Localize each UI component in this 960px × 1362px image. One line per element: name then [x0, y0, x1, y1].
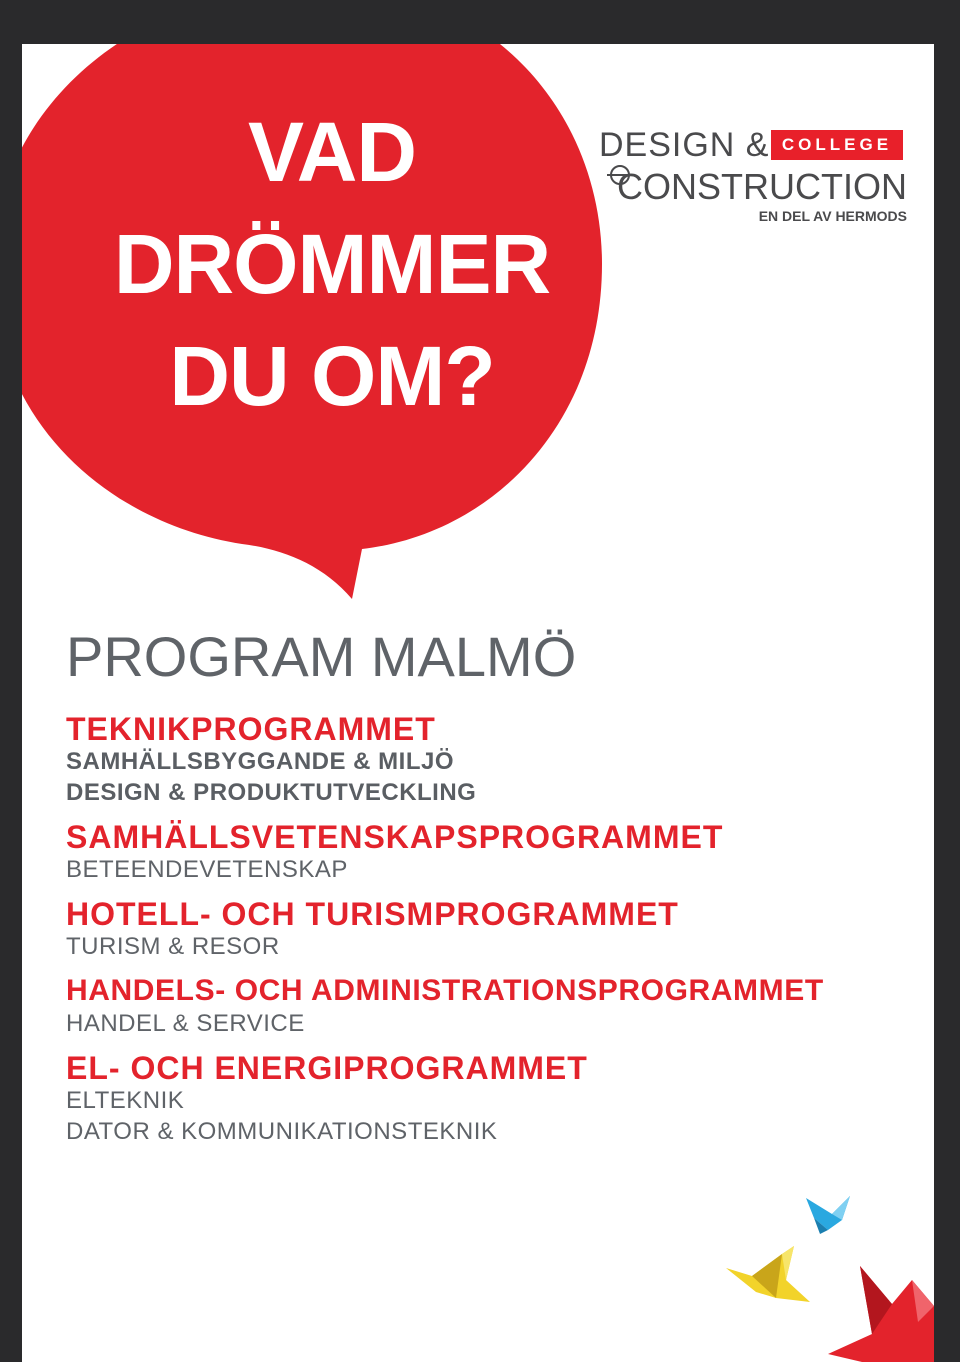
headline-line-2: DRÖMMER — [113, 217, 551, 311]
origami-bird-red-icon — [828, 1266, 934, 1362]
origami-birds — [722, 1184, 934, 1362]
program-list — [66, 712, 934, 1159]
program-name: SAMHÄLLSVETENSKAPSPROGRAMMET — [66, 819, 724, 855]
program-spec: HANDEL & SERVICE — [66, 1010, 305, 1037]
origami-bird-yellow-icon — [726, 1246, 810, 1302]
section-title: PROGRAM MALMÖ — [66, 625, 577, 688]
college-logo — [599, 126, 909, 226]
program-name: EL- OCH ENERGIPROGRAMMET — [66, 1050, 588, 1086]
program-item — [66, 712, 934, 808]
program-item — [66, 1051, 934, 1147]
program-spec: DATOR & KOMMUNIKATIONSTEKNIK — [66, 1118, 498, 1145]
headline-line-3: DU OM? — [169, 329, 495, 423]
program-spec: TURISM & RESOR — [66, 933, 280, 960]
program-spec: DESIGN & PRODUKTUTVECKLING — [66, 779, 477, 806]
program-item — [66, 974, 934, 1039]
origami-bird-blue-icon — [806, 1196, 850, 1234]
program-spec: SAMHÄLLSBYGGANDE & MILJÖ — [66, 748, 455, 775]
program-spec: ELTEKNIK — [66, 1087, 185, 1114]
program-name: TEKNIKPROGRAMMET — [66, 711, 436, 747]
program-item — [66, 820, 934, 885]
logo-line-1: DESIGN & — [599, 126, 770, 164]
headline-line-1: VAD — [247, 105, 417, 199]
headline — [22, 96, 642, 432]
program-spec: BETEENDEVETENSKAP — [66, 856, 348, 883]
program-name: HOTELL- OCH TURISMPROGRAMMET — [66, 896, 679, 932]
program-name: HANDELS- OCH ADMINISTRATIONSPROGRAMMET — [66, 974, 824, 1007]
logo-badge: COLLEGE — [771, 130, 903, 160]
logo-line-2: CONSTRUCTION — [617, 166, 907, 207]
program-item — [66, 897, 934, 962]
poster-sheet — [22, 44, 934, 1362]
logo-subtitle: EN DEL AV HERMODS — [758, 208, 907, 224]
